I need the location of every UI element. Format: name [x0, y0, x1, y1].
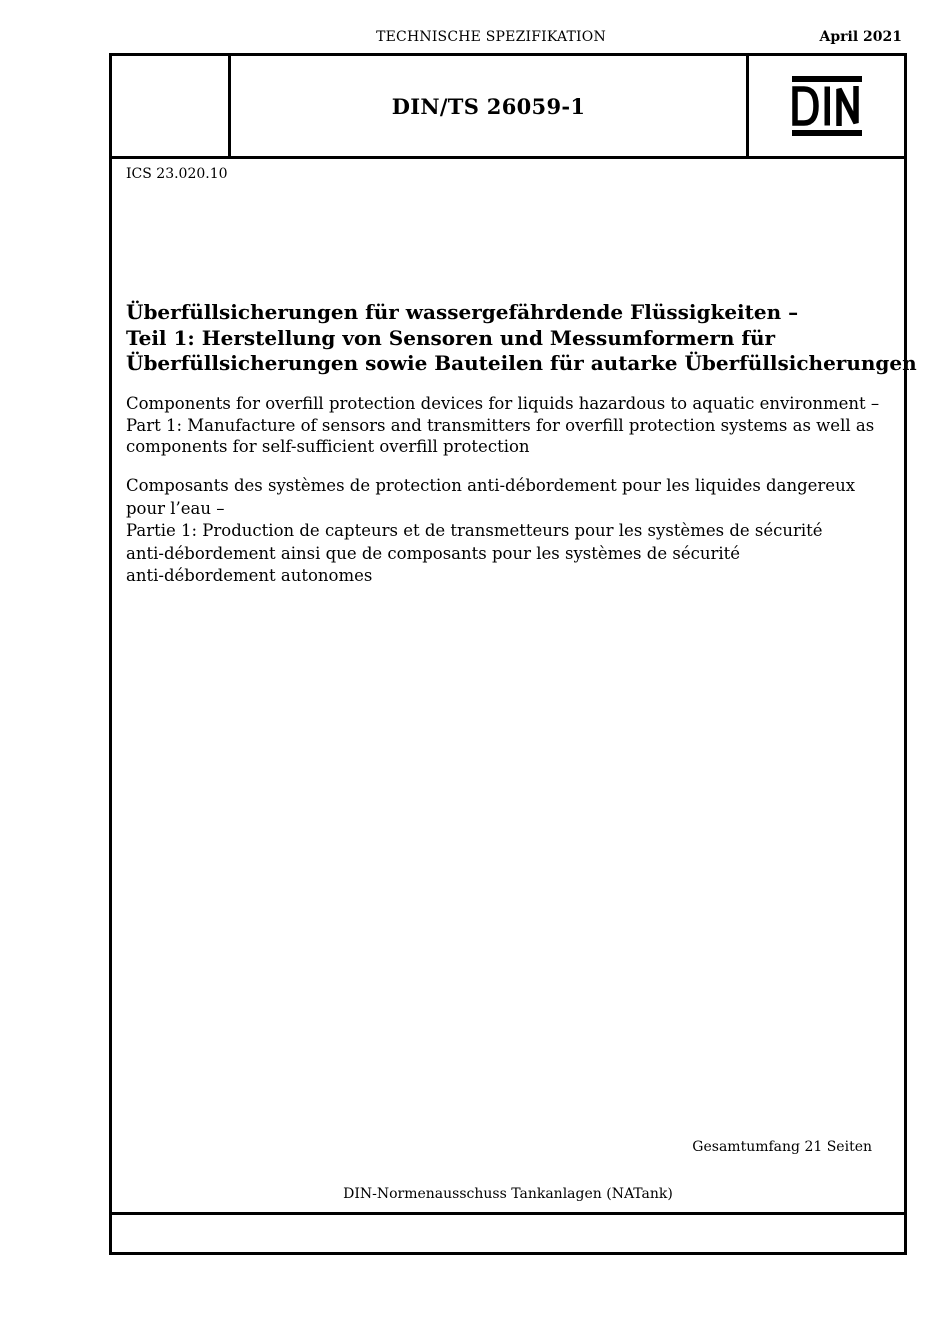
din-logo-icon — [789, 76, 865, 136]
title-french-line: Partie 1: Production de capteurs et de transmetteurs pour les systèmes de sécurité — [126, 521, 823, 540]
title-french-line: pour l’eau – — [126, 498, 225, 518]
footer-divider — [112, 1212, 904, 1215]
header-row — [112, 56, 904, 159]
title-german — [126, 300, 917, 377]
title-french — [126, 475, 886, 588]
title-german-line: Teil 1: Herstellung von Sensoren und Messumformern für — [126, 325, 776, 350]
ics-code: ICS 23.020.10 — [126, 166, 228, 182]
title-german-line: Überfüllsicherungen sowie Bauteilen für autarke Überfüllsicherungen — [126, 351, 917, 375]
title-french-line: anti-débordement autonomes — [126, 566, 373, 585]
header-number-cell — [231, 56, 749, 156]
standards-committee: DIN-Normenausschuss Tankanlagen (NATank) — [343, 1186, 673, 1202]
document-type: TECHNISCHE SPEZIFIKATION — [376, 29, 606, 45]
title-french-line: Composants des systèmes de protection anti-débordement pour les liquides dangereux — [126, 476, 855, 495]
title-english — [126, 393, 886, 458]
title-english-line: Components for overfill protection devices for liquids hazardous to aquatic environment – — [126, 394, 880, 413]
title-page-frame — [109, 53, 917, 1255]
document-number: DIN/TS 26059-1 — [391, 93, 586, 119]
title-english-line: components for self-sufficient overfill protection — [126, 437, 530, 456]
title-french-line: anti-débordement ainsi que de composants pour les systèmes de sécurité — [126, 543, 741, 563]
header-empty-cell — [112, 56, 231, 156]
title-german-line: Überfüllsicherungen für wassergefährdende Flüssigkeiten – — [126, 300, 799, 324]
publication-date: April 2021 — [819, 29, 902, 45]
header-logo-cell — [749, 56, 904, 156]
total-pages: Gesamtumfang 21 Seiten — [692, 1139, 872, 1155]
title-english-line: Part 1: Manufacture of sensors and transmitters for overfill protection systems as well as — [126, 415, 875, 435]
